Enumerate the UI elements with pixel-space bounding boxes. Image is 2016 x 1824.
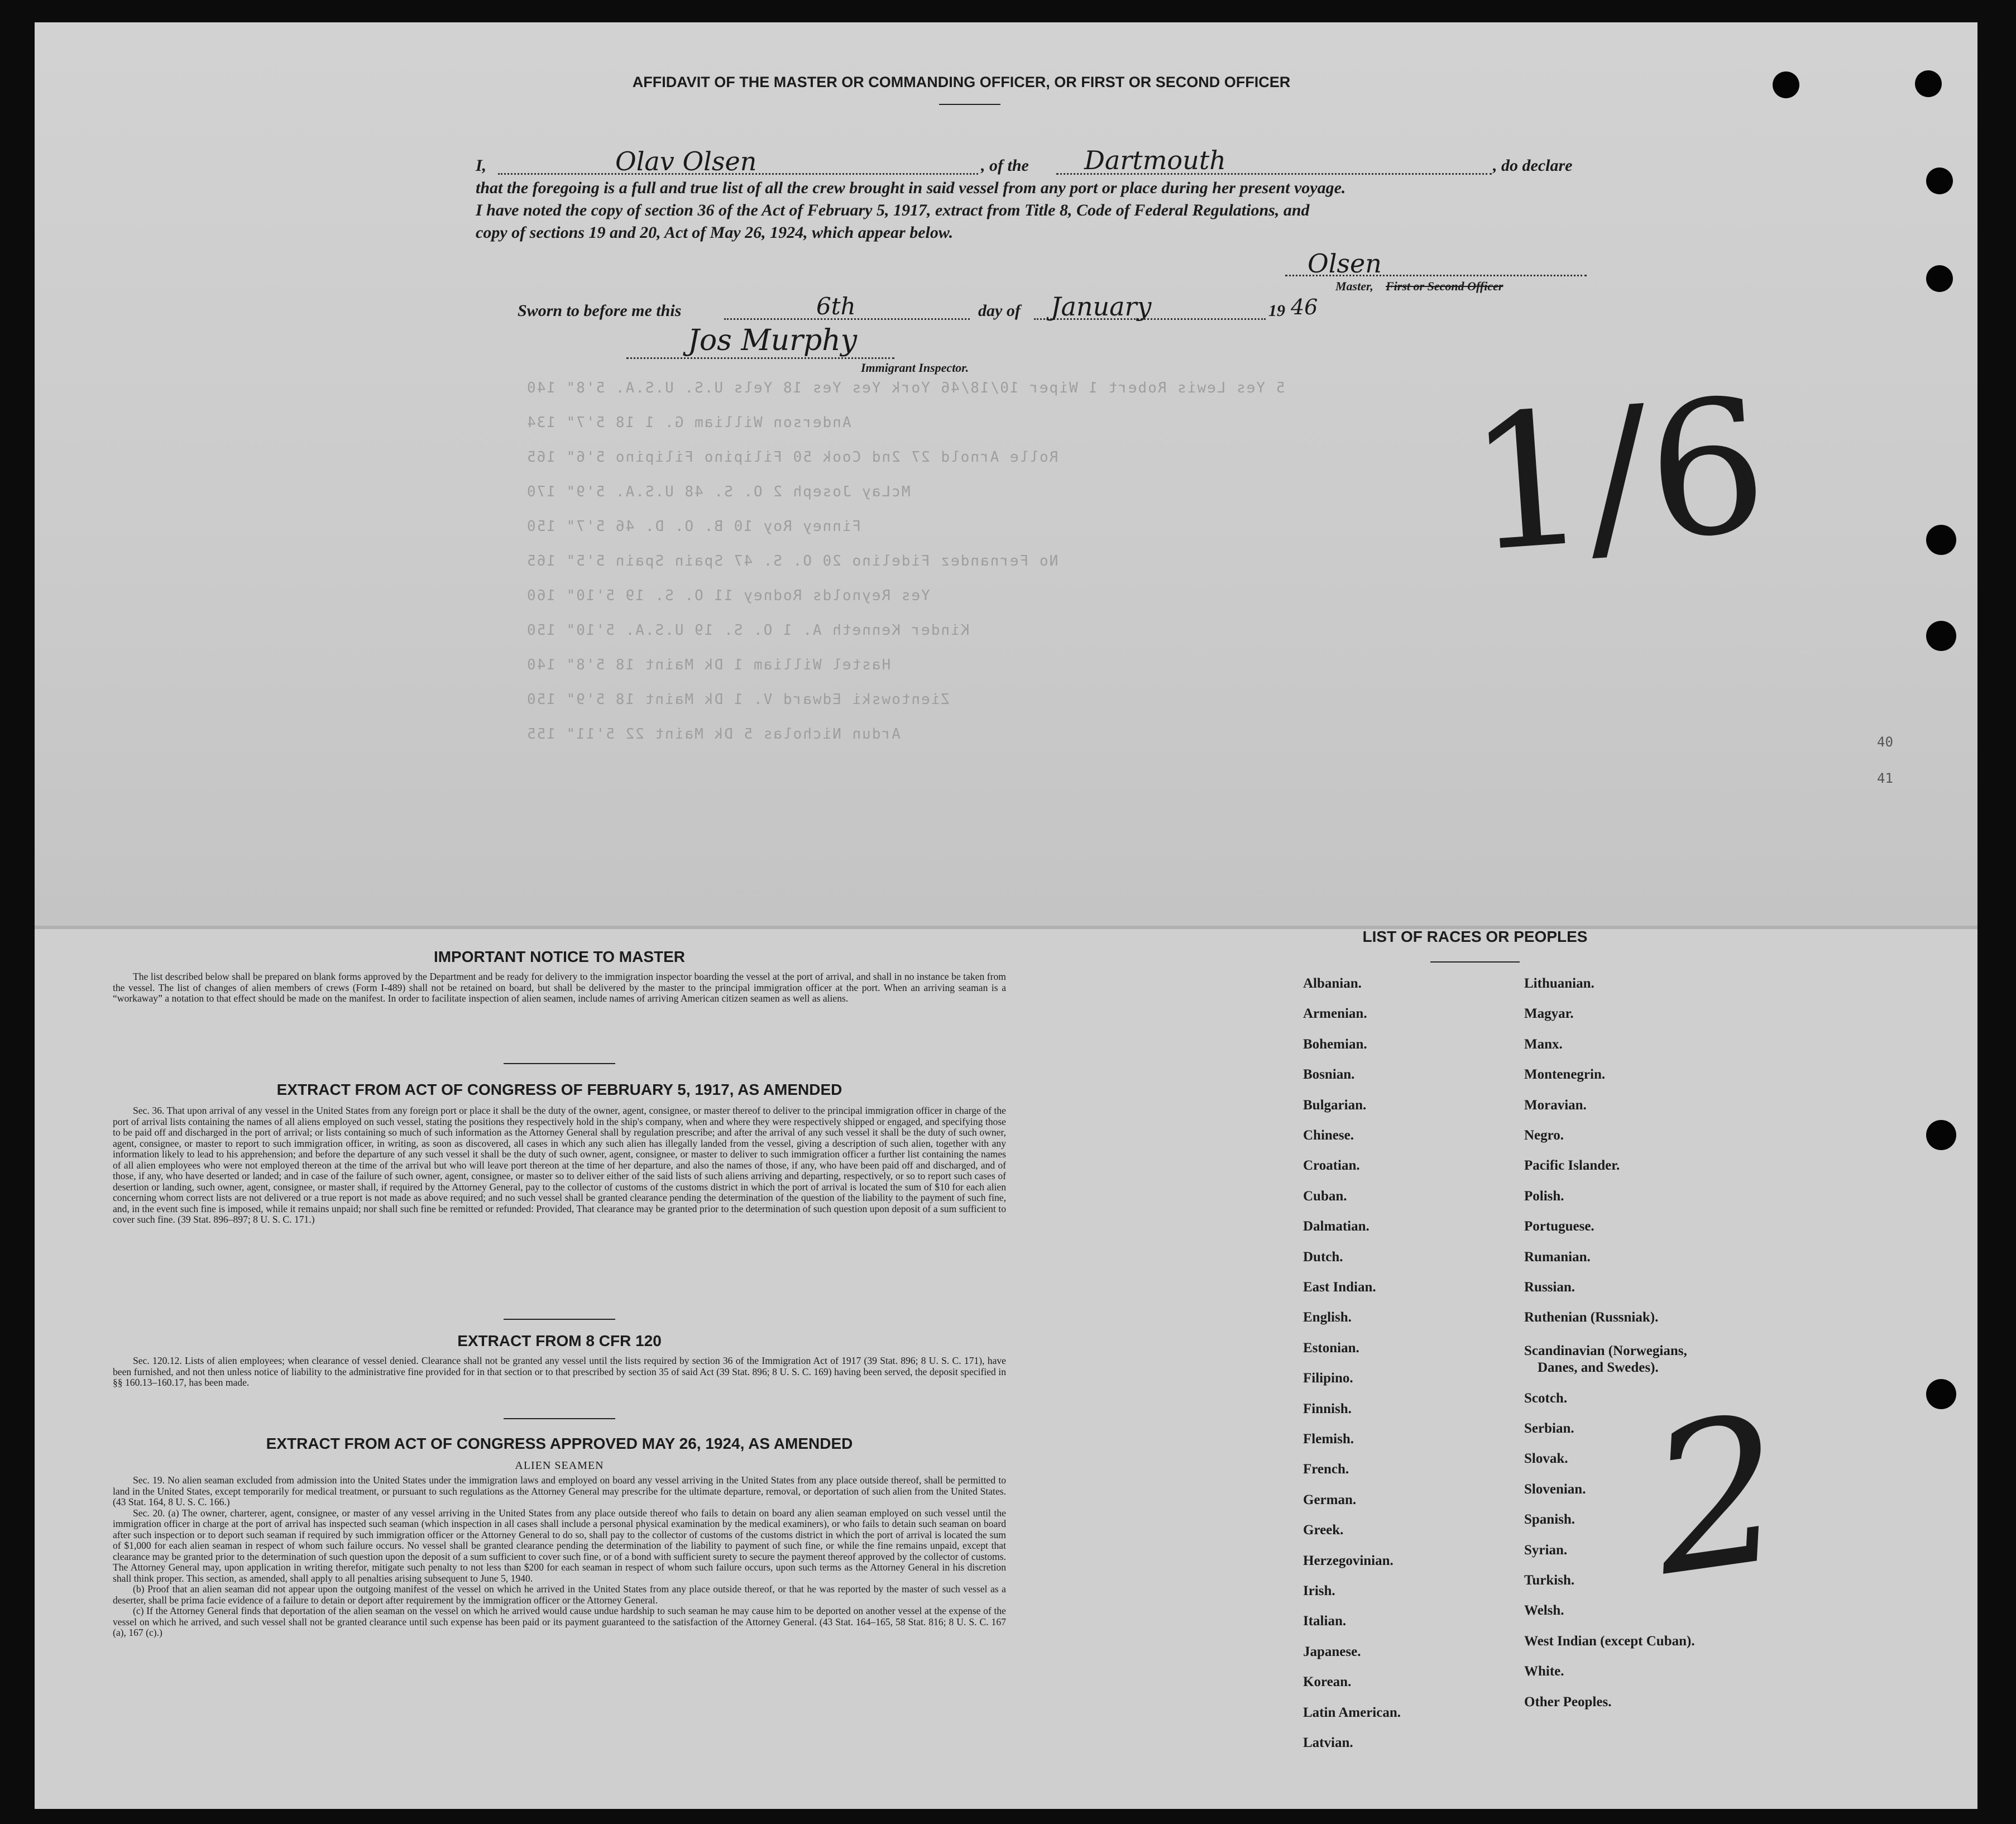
race-entry: Syrian. [1524,1542,1568,1558]
extract-8cfr-text: Sec. 120.12. Lists of alien employees; when clearance of vessel denied. Clearance shall not be granted any vessel until the lists required by section 36 of the Immigration Act of 1917 (39 Stat. 896; 8 U. S. C. 171), have been furnished, and not then unless notice of liability to the administrative fine provided for in that section or to that prescribed by section 35 of said Act (39 Stat. 896; 8 U. S. C. 169) having been served, the deposit specified in §§ 160.13–160.17, has been made. [113,1355,1006,1388]
extract-1917-body [113,1105,1006,1225]
master-label: Master, [1335,279,1373,293]
inspector-blank [626,357,894,359]
race-entry: Croatian. [1303,1158,1360,1174]
inspector-label: Immigrant Inspector. [861,361,969,375]
race-entry: Pacific Islander. [1524,1158,1620,1174]
handwritten-year: 46 [1291,295,1318,319]
binder-hole [1926,1379,1956,1409]
fold-line [35,926,1977,929]
affidavit-declare-label: , do declare [1493,156,1573,175]
affidavit-title: AFFIDAVIT OF THE MASTER OR COMMANDING OFFICER, OR FIRST OR SECOND OFFICER [632,74,1291,90]
handwritten-mark-1-6: 1/6 [1462,358,1773,593]
affidavit-line-4: copy of sections 19 and 20, Act of May 26, 1924, which appear below. [476,223,954,242]
section-rule-1 [504,1063,615,1064]
year-prefix: 19 [1268,301,1285,320]
race-entry: Other Peoples. [1524,1694,1612,1710]
bleed-through-row: Zientowski Edward V. 1 Dk Maint 18 5'9" 150 [526,691,950,708]
race-entry: German. [1303,1492,1357,1507]
race-entry: Latin American. [1303,1705,1401,1720]
race-entry: Welsh. [1524,1603,1564,1619]
race-entry: West Indian (except Cuban). [1524,1633,1695,1649]
race-entry: Scandinavian (Norwegians, [1524,1343,1687,1359]
race-entry: Serbian. [1524,1420,1574,1436]
bleed-through-row: McLay Joseph 2 O. S. 48 U.S.A. 5'9" 170 [526,483,911,500]
binder-hole [1926,265,1953,292]
race-entry: Scotch. [1524,1390,1568,1406]
extract-1917-title: EXTRACT FROM ACT OF CONGRESS OF FEBRUARY 5, 1917, AS AMENDED [276,1081,842,1098]
race-entry: Slovenian. [1524,1481,1586,1497]
race-entry: Dalmatian. [1303,1219,1369,1234]
row-number-41: 41 [1877,770,1893,786]
binder-hole [1926,621,1956,651]
affidavit-of-the-label: , of the [981,156,1029,175]
race-entry: Estonian. [1303,1340,1359,1356]
race-entry: Manx. [1524,1036,1563,1052]
race-entry: English. [1303,1310,1352,1325]
race-entry: Latvian. [1303,1735,1353,1750]
race-entry: Danes, and Swedes). [1538,1360,1659,1376]
extract-8cfr-title: EXTRACT FROM 8 CFR 120 [457,1332,662,1349]
master-signature-blank [1285,275,1587,276]
binder-hole [1926,1120,1956,1150]
handwritten-master-name: Olav Olsen [615,146,757,176]
extract-1924-sec20a: Sec. 20. (a) The owner, charterer, agent, consignee, or master of any vessel arriving in the United States from any place outside thereof who fails to detain on board any alien seaman employed on such vessel until the immigration officer in charge at the port of arrival has inspected such seaman (which inspection in all cases shall include a personal physical examination by the medical examiners), or who fails to detain such seaman on board after such inspection or to deport such seaman if required by such immigration officer or the Attorney General to do so, shall pay to the collector of customs of the customs district in which the port of arrival is located the sum of $1,000 for each alien seaman in respect of whom such failure occurs. No vessel shall be granted clearance pending the determination of the liability to payment of such fine, or while the fine remains unpaid, except that clearance may be granted prior to the determination of such question upon the deposit of a sum sufficient to cover such fine, or of a bond with sufficient surety to secure the payment thereof approved by the collector of customs. The Attorney General may, upon application in writing therefor, mitigate such penalty to not less than $200 for each seaman in respect of whom such failure occurs, upon such terms as the Attorney General in his discretion shall think proper. This section, as amended, shall apply to all penalties arising subsequent to June 5, 1940. [113,1507,1006,1584]
affidavit-i-label: I, [476,156,487,175]
race-entry: Magyar. [1524,1006,1574,1022]
extract-1924-body [113,1475,1006,1639]
handwritten-vessel-name: Dartmouth [1084,145,1226,175]
document-sheet [35,22,1977,1809]
struck-officer-label: First or Second Officer [1386,279,1503,293]
master-signature: Olsen [1308,248,1382,279]
race-entry: French. [1303,1462,1349,1477]
race-entry: Portuguese. [1524,1219,1594,1234]
row-number-40: 40 [1877,734,1893,750]
notice-text: The list described below shall be prepared on blank forms approved by the Department and be ready for delivery to the immigration inspector boarding the vessel at the port of arrival, and shall in no instance be taken from the vessel. The list of changes of alien members of crews (Form I-489) shall not be retained on board, but shall be delivered by the master to the principal immigration officer at the port. When an arriving seaman is a “workaway” a notation to that effect should be made on the manifest. In order to facilitate inspection of alien seamen, include names of arriving American citizen seamen as well as aliens. [113,971,1006,1004]
bleed-through-row: Hastel William 1 Dk Maint 18 5'8" 140 [526,657,891,673]
race-entry: Polish. [1524,1188,1564,1204]
race-entry: Italian. [1303,1614,1347,1629]
race-entry: Turkish. [1524,1572,1575,1588]
section-rule-2 [504,1319,615,1320]
notice-body [113,971,1006,1004]
handwritten-month: January [1051,291,1152,322]
bleed-through-row: Anderson William G. 1 18 5'7" 134 [526,414,851,431]
race-entry: Albanian. [1303,976,1362,991]
bleed-through-row: Ardun Nicholas 5 Dk Maint 22 5'11" 155 [526,726,901,743]
extract-8cfr-body [113,1356,1006,1389]
race-entry: Rumanian. [1524,1249,1591,1265]
races-title: LIST OF RACES OR PEOPLES [1362,928,1588,945]
binder-hole [1915,70,1942,97]
title-rule [939,104,1000,105]
race-entry: Bulgarian. [1303,1097,1367,1113]
race-entry: Filipino. [1303,1371,1353,1386]
race-entry: Herzegovinian. [1303,1553,1394,1568]
extract-1924-subtitle: ALIEN SEAMEN [515,1459,604,1472]
affidavit-line-3: I have noted the copy of section 36 of the Act of February 5, 1917, extract from Title 8, Code of Federal Regulations, and [476,201,1310,219]
bleed-through-row: Yes Reynolds Rodney 11 O. S. 19 5'10" 160 [526,587,930,604]
binder-hole [1773,71,1799,98]
handwritten-mark-2: 2 [1637,1371,1798,1621]
race-entry: Bohemian. [1303,1036,1367,1052]
extract-1924-sec19: Sec. 19. No alien seaman excluded from admission into the United States under the immigration laws and employed on board any vessel arriving in the United States from any place outside thereof, shall be permitted to land in the United States, except temporarily for medical treatment, or pursuant to such regulations as the Attorney General may prescribe for the ultimate departure, removal, or deportation of such alien from the United States. (43 Stat. 164, 8 U. S. C. 166.) [113,1474,1006,1507]
race-entry: Dutch. [1303,1249,1343,1265]
race-entry: Ruthenian (Russniak). [1524,1310,1659,1325]
race-entry: Moravian. [1524,1097,1587,1113]
race-entry: Lithuanian. [1524,976,1594,991]
notice-title: IMPORTANT NOTICE TO MASTER [433,948,686,965]
race-entry: East Indian. [1303,1280,1376,1295]
race-entry: Cuban. [1303,1188,1347,1204]
extract-1924-sec20c: (c) If the Attorney General finds that deportation of the alien seaman on the vessel on which he arrived would cause undue hardship to such seaman he may cause him to be deported on another vessel at the expense of the vessel on which he arrived, and such vessel shall not be granted clearance until such expense has been paid or its payment guaranteed to the satisfaction of the Attorney General. (43 Stat. 164–165, 58 Stat. 816; 8 U. S. C. 167 (a), 167 (c).) [113,1605,1006,1638]
binder-hole [1926,525,1956,555]
race-entry: Bosnian. [1303,1067,1355,1083]
race-entry: Flemish. [1303,1432,1354,1447]
race-entry: Slovak. [1524,1451,1568,1467]
bleed-through-row: 5 Yes Lewis Robert 1 Wiper 10/18/46 York Yes Yes 18 Yels U.S. U.S.A. 5'8" 140 [526,380,1285,396]
race-entry: Finnish. [1303,1401,1352,1416]
bleed-through-row: Finney Roy 10 B. O. D. 46 5'7" 150 [526,518,861,535]
affidavit-line-2: that the foregoing is a full and true list of all the crew brought in said vessel from any port or place during her present voyage. [476,179,1346,197]
section-rule-3 [504,1418,615,1419]
race-entry: Greek. [1303,1523,1344,1538]
race-entry: Chinese. [1303,1128,1354,1143]
race-entry: Irish. [1303,1583,1335,1598]
handwritten-day: 6th [816,293,856,320]
race-entry: Armenian. [1303,1006,1367,1022]
binder-hole [1926,167,1953,194]
race-entry: White. [1524,1664,1564,1679]
races-title-rule [1430,961,1520,963]
extract-1924-sec20b: (b) Proof that an alien seaman did not appear upon the outgoing manifest of the vessel on which he arrived in the United States from any place outside thereof, or that he was reported by the master of such vessel as a deserter, shall be prima facie evidence of a failure to detain or deport after requirement by the immigration officer or the Attorney General. [113,1583,1006,1606]
inspector-signature: Jos Murphy [688,324,858,357]
race-entry: Spanish. [1524,1512,1576,1528]
race-entry: Russian. [1524,1280,1576,1295]
day-of-label: day of [978,301,1021,320]
race-entry: Japanese. [1303,1644,1361,1659]
bleed-through-row: Rolle Arnold 27 2nd Cook 50 Filipino Filipino 5'6" 165 [526,449,1059,466]
sworn-label: Sworn to before me this [518,301,682,320]
bleed-through-row: No Fernandez Fidelino 20 O. S. 47 Spain Spain 5'5" 165 [526,553,1059,569]
race-entry: Montenegrin. [1524,1067,1606,1083]
race-entry: Negro. [1524,1128,1564,1143]
bleed-through-row: Kinder Kenneth A. 1 O. S. 19 U.S.A. 5'10" 150 [526,622,970,639]
extract-1917-text: Sec. 36. That upon arrival of any vessel in the United States from any foreign port or place it shall be the duty of the owner, agent, consignee, or master thereof to deliver to the principal immigration officer in charge of the port of arrival lists containing the names of all aliens employed on such vessel, stating the positions they respectively hold in the ship's company, when and where they were respectively shipped or engaged, and specifying those to be paid off and discharged in the port of arrival; or lists containing so much of such information as the Attorney General shall by regulation prescribe; and after the arrival of any such vessel it shall be the duty of such owner, agent, consignee, or master to report to such immigration officer, in writing, as soon as discovered, all cases in which any such alien has illegally landed from the vessel, giving a description of such alien, together with any information likely to lead to his apprehension; and before the departure of any such vessel it shall be the duty of such owner, agent, consignee, or master to deliver to such immigration officer a further list containing the names of all alien employees who were not employed thereon at the time of the arrival but who will leave port thereon at the time of her departure, and also the names of those, if any, who have been paid off and discharged, and of those, if any, who have deserted or landed; and in case of the failure of such owner, agent, consignee, or master so to deliver either of the said lists of such aliens arriving and departing, respectively, or so to report such cases of desertion or landing, such owner, agent, consignee, or master shall, if required by the Attorney General, pay to the collector of customs of the customs district in which the port of arrival is located the sum of $10 for each alien concerning whom correct lists are not delivered or a true report is not made as above required; and no such vessel shall be granted clearance pending the determination of the question of the liability to the payment of such fine, and, in the event such fine is imposed, while it remains unpaid; nor shall such fine be remitted or refunded: Provided, That clearance may be granted prior to the determination of such question upon deposit of a sum sufficient to cover such fine. (39 Stat. 896–897; 8 U. S. C. 171.) [113,1105,1006,1225]
race-entry: Korean. [1303,1674,1352,1690]
extract-1924-title: EXTRACT FROM ACT OF CONGRESS APPROVED MAY 26, 1924, AS AMENDED [266,1435,853,1452]
